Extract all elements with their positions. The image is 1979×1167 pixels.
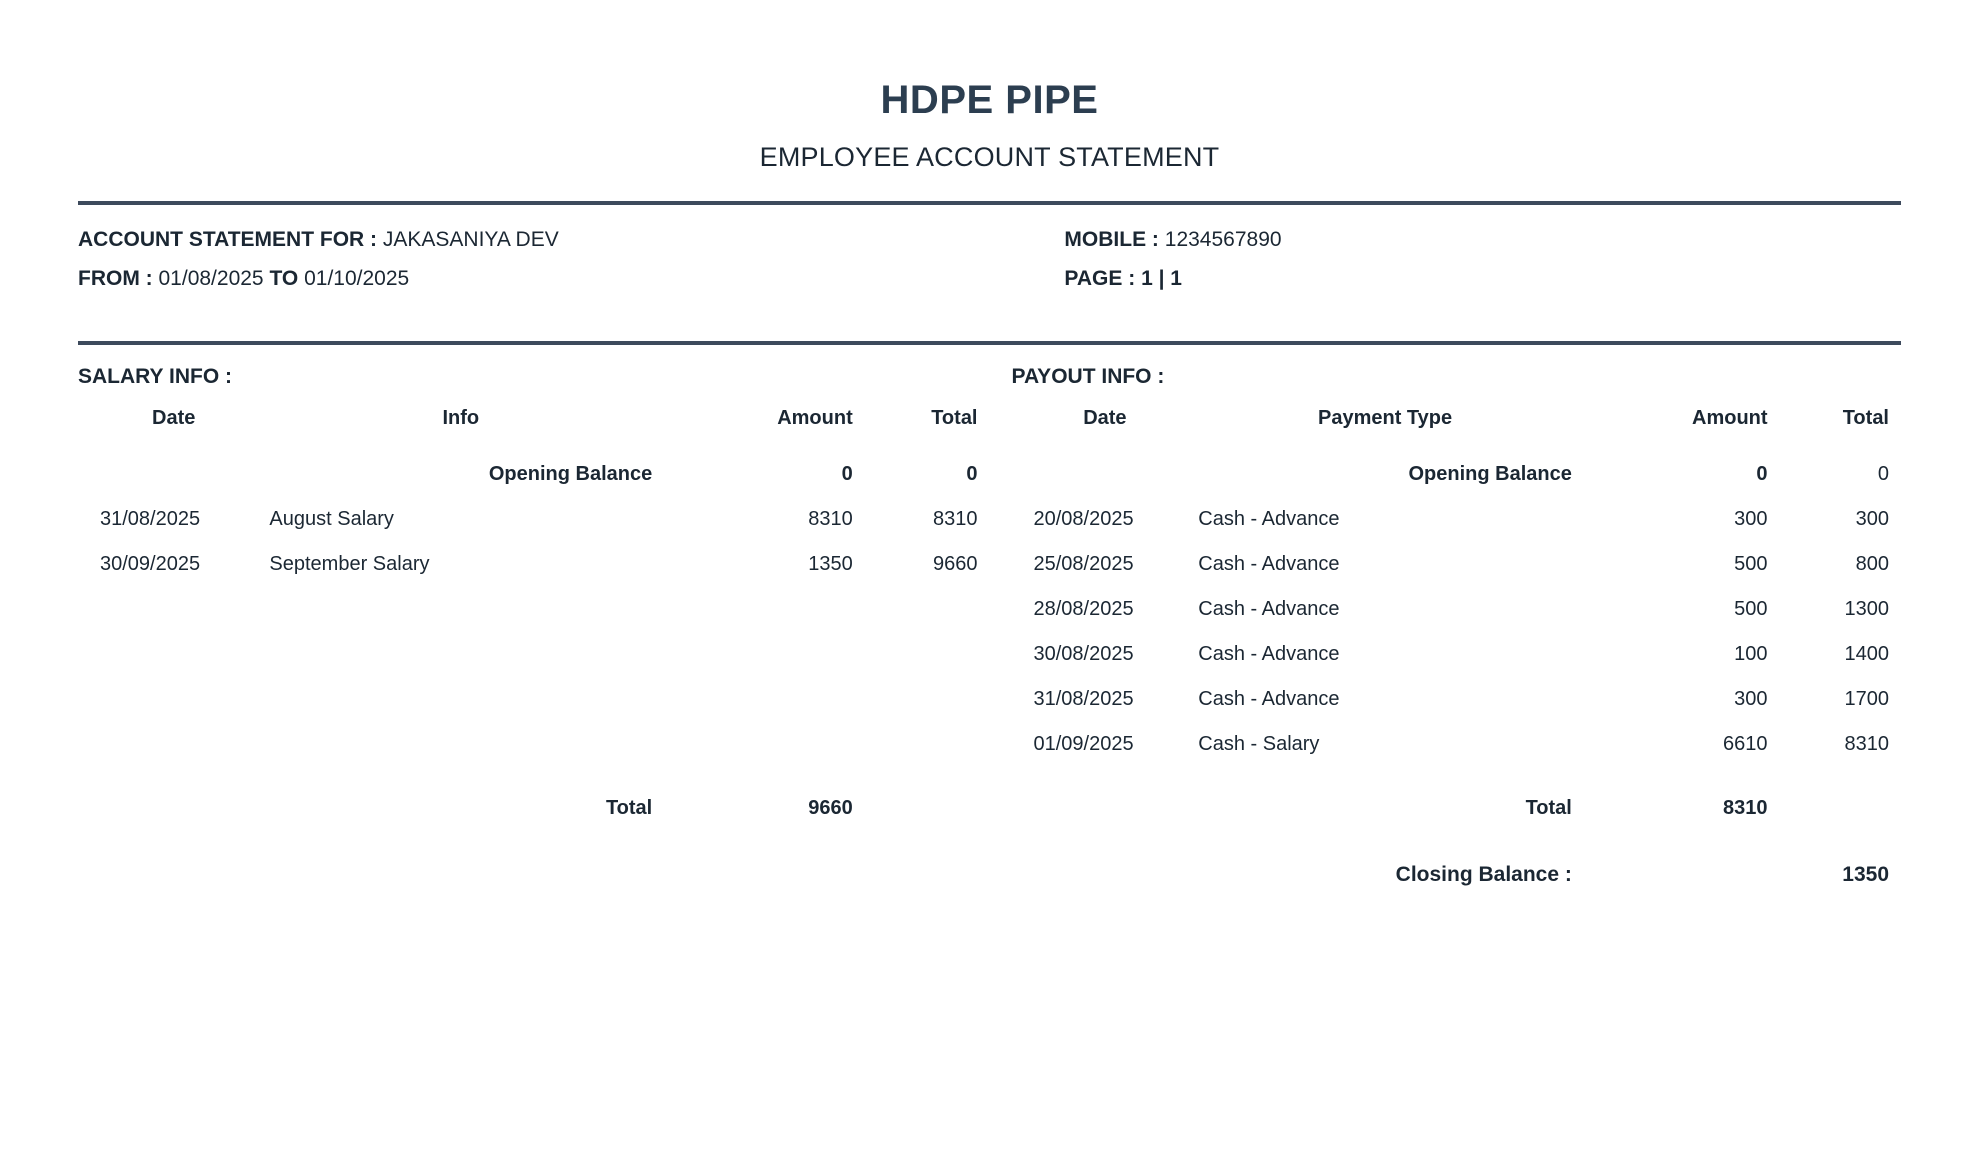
salary-table-wrap xyxy=(78,399,990,898)
salary-row-total: 8310 xyxy=(933,507,978,530)
salary-row-info: September Salary xyxy=(269,552,430,575)
account-value: JAKASANIYA DEV xyxy=(382,228,559,251)
table-row xyxy=(78,542,990,587)
payout-row-amount: 500 xyxy=(1734,552,1768,575)
payout-row-type: Cash - Advance xyxy=(1198,597,1340,620)
salary-col-info: Info xyxy=(442,406,480,429)
table-row xyxy=(78,497,990,542)
payout-row-total: 8310 xyxy=(1844,732,1889,755)
payout-row-total: 1700 xyxy=(1844,687,1889,710)
to-label: TO xyxy=(269,266,299,290)
payout-row-amount: 100 xyxy=(1734,642,1768,665)
payout-row-total: 1300 xyxy=(1844,597,1889,620)
closing-balance-row xyxy=(1012,831,1902,898)
payout-opening-row xyxy=(1012,452,1902,497)
payout-info-heading: PAYOUT INFO : xyxy=(1011,364,1165,388)
from-label: FROM : xyxy=(78,266,153,290)
salary-row-total: 9660 xyxy=(933,552,978,575)
salary-opening-row xyxy=(78,452,990,497)
salary-info-heading: SALARY INFO : xyxy=(78,364,233,388)
salary-total-label: Total xyxy=(605,796,653,819)
period-line xyxy=(78,260,559,299)
salary-col-amount: Amount xyxy=(777,406,853,429)
salary-row-date: 30/09/2025 xyxy=(100,552,201,575)
payout-row-total: 300 xyxy=(1855,507,1889,530)
salary-header-row xyxy=(78,399,990,452)
page-title: HDPE PIPE xyxy=(880,78,1099,122)
payout-table xyxy=(1012,399,1902,898)
payout-row-amount: 300 xyxy=(1734,687,1768,710)
salary-total-row xyxy=(78,767,990,831)
payout-row-date: 01/09/2025 xyxy=(1033,732,1134,755)
payout-table-wrap xyxy=(990,399,1902,898)
payout-opening-total: 0 xyxy=(1877,462,1889,485)
to-value: 01/10/2025 xyxy=(304,266,410,290)
salary-col-date: Date xyxy=(152,406,196,429)
spacer-row xyxy=(78,587,990,632)
payout-row-total: 1400 xyxy=(1844,642,1889,665)
payout-col-date: Date xyxy=(1083,406,1127,429)
spacer-row xyxy=(78,632,990,677)
salary-row-info: August Salary xyxy=(269,507,394,530)
salary-col-total: Total xyxy=(931,406,978,429)
account-line xyxy=(78,221,559,260)
salary-opening-amount: 0 xyxy=(841,462,853,485)
statement-meta xyxy=(78,205,1901,313)
payout-row-date: 31/08/2025 xyxy=(1033,687,1134,710)
payout-row-date: 30/08/2025 xyxy=(1033,642,1134,665)
payout-row-date: 20/08/2025 xyxy=(1033,507,1134,530)
account-label: ACCOUNT STATEMENT FOR : xyxy=(78,228,378,251)
salary-row-date: 31/08/2025 xyxy=(100,507,201,530)
page-label: PAGE : xyxy=(1064,266,1136,290)
payout-row-amount: 500 xyxy=(1734,597,1768,620)
meta-right xyxy=(1062,221,1281,299)
payout-row-type: Cash - Advance xyxy=(1198,642,1340,665)
statement-tables xyxy=(78,399,1901,898)
payout-row-total: 800 xyxy=(1855,552,1889,575)
payout-row-date: 25/08/2025 xyxy=(1033,552,1134,575)
payout-row-type: Cash - Advance xyxy=(1198,552,1340,575)
from-value: 01/08/2025 xyxy=(158,266,264,290)
page-line xyxy=(1064,260,1281,299)
mobile-value: 1234567890 xyxy=(1164,228,1282,251)
table-row xyxy=(1012,677,1902,722)
page-subtitle: EMPLOYEE ACCOUNT STATEMENT xyxy=(759,142,1220,172)
payout-row-type: Cash - Advance xyxy=(1198,507,1340,530)
closing-balance-value: 1350 xyxy=(1842,862,1889,886)
page-value: 1 | 1 xyxy=(1141,266,1182,290)
payout-row-date: 28/08/2025 xyxy=(1033,597,1134,620)
salary-row-amount: 8310 xyxy=(808,507,853,530)
salary-row-amount: 1350 xyxy=(808,552,853,575)
payout-col-amount: Amount xyxy=(1692,406,1768,429)
payout-row-type: Cash - Advance xyxy=(1198,687,1340,710)
payout-header-row xyxy=(1012,399,1902,452)
salary-table xyxy=(78,399,990,831)
payout-row-type: Cash - Salary xyxy=(1198,732,1320,755)
payout-total-amount: 8310 xyxy=(1723,796,1768,819)
payout-col-total: Total xyxy=(1842,406,1889,429)
spacer-row xyxy=(78,677,990,722)
payout-total-row xyxy=(1012,767,1902,831)
meta-left xyxy=(78,221,559,299)
table-row xyxy=(1012,722,1902,767)
table-row xyxy=(1012,632,1902,677)
section-headings xyxy=(78,345,1901,389)
salary-total-amount: 9660 xyxy=(808,796,853,819)
salary-opening-label: Opening Balance xyxy=(488,462,653,485)
payout-row-amount: 6610 xyxy=(1723,732,1768,755)
payout-col-type: Payment Type xyxy=(1318,406,1453,429)
spacer-row xyxy=(78,722,990,767)
meta-right-wrap xyxy=(1062,221,1901,299)
mobile-label: MOBILE : xyxy=(1064,228,1159,251)
payout-opening-amount: 0 xyxy=(1756,462,1768,485)
table-row xyxy=(1012,587,1902,632)
closing-balance-label: Closing Balance : xyxy=(1395,862,1572,886)
mobile-line xyxy=(1064,221,1281,260)
payout-opening-label: Opening Balance xyxy=(1408,462,1572,485)
payout-row-amount: 300 xyxy=(1734,507,1768,530)
salary-opening-total: 0 xyxy=(966,462,978,485)
table-row xyxy=(1012,542,1902,587)
payout-total-label: Total xyxy=(1525,796,1572,819)
table-row xyxy=(1012,497,1902,542)
